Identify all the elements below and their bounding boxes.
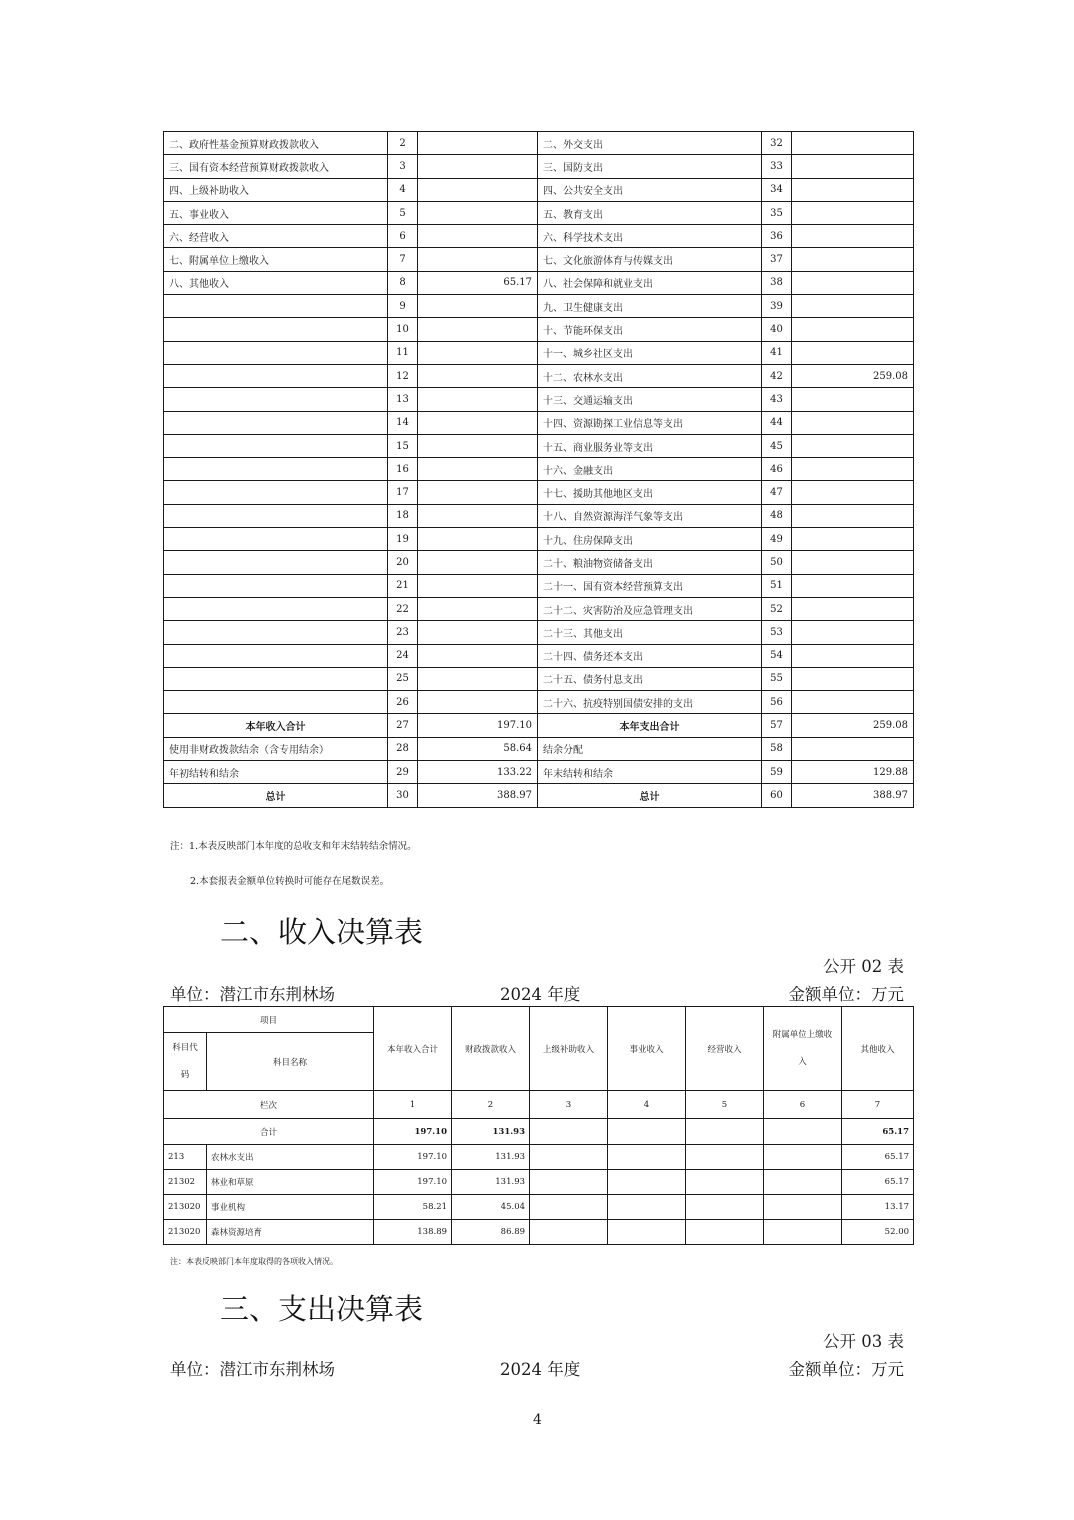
header-col-1: 本年收入合计 — [374, 1007, 452, 1091]
expenditure-line-no: 33 — [762, 155, 792, 178]
expenditure-value — [792, 225, 914, 248]
amount-cell — [530, 1195, 608, 1220]
amount-cell — [608, 1145, 686, 1170]
income-line-no: 25 — [388, 667, 418, 690]
income-line-no: 4 — [388, 178, 418, 201]
expenditure-line-no: 51 — [762, 574, 792, 597]
income-line-no: 11 — [388, 341, 418, 364]
income-value: 388.97 — [418, 784, 538, 807]
expenditure-value — [792, 574, 914, 597]
expenditure-value — [792, 434, 914, 457]
amount-cell: 58.21 — [374, 1195, 452, 1220]
income-value — [418, 481, 538, 504]
income-line-no: 2 — [388, 132, 418, 155]
expenditure-value — [792, 178, 914, 201]
income-label: 七、附属单位上缴收入 — [164, 248, 388, 271]
amount-cell — [764, 1220, 842, 1245]
expenditure-label: 十八、自然资源海洋气象等支出 — [538, 504, 762, 527]
amount-cell: 86.89 — [452, 1220, 530, 1245]
expenditure-label: 十七、援助其他地区支出 — [538, 481, 762, 504]
table-row — [164, 364, 914, 387]
section2-note: 注：本表反映部门本年度取得的各项收入情况。 — [170, 1257, 338, 1266]
expenditure-label: 二十一、国有资本经营预算支出 — [538, 574, 762, 597]
header-code: 科目代码 — [164, 1033, 207, 1091]
table-row — [164, 295, 914, 318]
income-label: 年初结转和结余 — [164, 761, 388, 784]
amount-cell — [764, 1195, 842, 1220]
income-line-no: 8 — [388, 271, 418, 294]
table-row — [164, 621, 914, 644]
expenditure-value: 259.08 — [792, 714, 914, 737]
amount-cell — [686, 1170, 764, 1195]
amount-cell: 197.10 — [374, 1145, 452, 1170]
expenditure-line-no: 38 — [762, 271, 792, 294]
expenditure-label: 二、外交支出 — [538, 132, 762, 155]
amount-cell: 65.17 — [842, 1145, 914, 1170]
amount-cell — [686, 1195, 764, 1220]
expenditure-line-no: 60 — [762, 784, 792, 807]
expenditure-value — [792, 248, 914, 271]
table-row — [164, 691, 914, 714]
income-value: 65.17 — [418, 271, 538, 294]
table-row — [164, 1170, 914, 1195]
total-value: 197.10 — [374, 1119, 452, 1145]
income-label — [164, 551, 388, 574]
income-line-no: 7 — [388, 248, 418, 271]
income-label — [164, 574, 388, 597]
income-value — [418, 225, 538, 248]
expenditure-line-no: 47 — [762, 481, 792, 504]
table-row — [164, 737, 914, 760]
income-line-no: 6 — [388, 225, 418, 248]
expenditure-label: 十六、金融支出 — [538, 458, 762, 481]
expenditure-label: 十三、交通运输支出 — [538, 388, 762, 411]
expenditure-value — [792, 458, 914, 481]
income-value — [418, 155, 538, 178]
total-row — [164, 1119, 914, 1145]
expenditure-line-no: 56 — [762, 691, 792, 714]
income-label: 三、国有资本经营预算财政拨款收入 — [164, 155, 388, 178]
expenditure-value — [792, 667, 914, 690]
income-expenditure-summary-table — [163, 131, 914, 808]
header-lanci: 栏次 — [164, 1091, 374, 1119]
income-label — [164, 644, 388, 667]
expenditure-label: 十二、农林水支出 — [538, 364, 762, 387]
income-statement-table — [163, 1006, 914, 1245]
expenditure-value: 259.08 — [792, 364, 914, 387]
expenditure-label: 七、文化旅游体育与传媒支出 — [538, 248, 762, 271]
amount-cell: 45.04 — [452, 1195, 530, 1220]
income-line-no: 5 — [388, 201, 418, 224]
expenditure-line-no: 54 — [762, 644, 792, 667]
income-line-no: 10 — [388, 318, 418, 341]
subject-code: 213020 — [164, 1220, 207, 1245]
table-row — [164, 714, 914, 737]
amount-cell — [530, 1145, 608, 1170]
income-label: 二、政府性基金预算财政拨款收入 — [164, 132, 388, 155]
expenditure-label: 二十三、其他支出 — [538, 621, 762, 644]
income-line-no: 27 — [388, 714, 418, 737]
income-line-no: 15 — [388, 434, 418, 457]
expenditure-line-no: 42 — [762, 364, 792, 387]
amount-cell: 197.10 — [374, 1170, 452, 1195]
table-row — [164, 155, 914, 178]
expenditure-value — [792, 318, 914, 341]
table-row — [164, 784, 914, 807]
expenditure-line-no: 53 — [762, 621, 792, 644]
col-num: 3 — [530, 1091, 608, 1119]
expenditure-value: 129.88 — [792, 761, 914, 784]
expenditure-line-no: 36 — [762, 225, 792, 248]
section3-unit: 单位：潜江市东荆林场 — [170, 1360, 335, 1379]
col-num: 6 — [764, 1091, 842, 1119]
expenditure-line-no: 40 — [762, 318, 792, 341]
income-value — [418, 644, 538, 667]
income-label: 使用非财政拨款结余（含专用结余） — [164, 737, 388, 760]
subject-name: 事业机构 — [207, 1195, 374, 1220]
expenditure-label: 二十六、抗疫特别国债安排的支出 — [538, 691, 762, 714]
expenditure-label: 二十四、债务还本支出 — [538, 644, 762, 667]
table-row — [164, 248, 914, 271]
col-num: 5 — [686, 1091, 764, 1119]
income-line-no: 9 — [388, 295, 418, 318]
header-col-3: 上级补助收入 — [530, 1007, 608, 1091]
expenditure-line-no: 41 — [762, 341, 792, 364]
section3-currency: 金额单位：万元 — [788, 1360, 904, 1379]
expenditure-value — [792, 132, 914, 155]
section2-currency: 金额单位：万元 — [788, 985, 904, 1004]
income-label: 八、其他收入 — [164, 271, 388, 294]
total-value — [686, 1119, 764, 1145]
table-row — [164, 574, 914, 597]
col-num: 2 — [452, 1091, 530, 1119]
expenditure-value — [792, 737, 914, 760]
expenditure-label: 十、节能环保支出 — [538, 318, 762, 341]
income-value — [418, 528, 538, 551]
income-value — [418, 504, 538, 527]
amount-cell: 13.17 — [842, 1195, 914, 1220]
amount-cell: 131.93 — [452, 1170, 530, 1195]
section3-table-no: 公开 03 表 — [823, 1332, 904, 1351]
income-line-no: 29 — [388, 761, 418, 784]
expenditure-label: 十一、城乡社区支出 — [538, 341, 762, 364]
income-label — [164, 364, 388, 387]
total-value: 65.17 — [842, 1119, 914, 1145]
income-label — [164, 621, 388, 644]
header-col-4: 事业收入 — [608, 1007, 686, 1091]
section3-title: 三、支出决算表 — [220, 1292, 424, 1326]
expenditure-value — [792, 551, 914, 574]
expenditure-label: 九、卫生健康支出 — [538, 295, 762, 318]
income-value — [418, 201, 538, 224]
expenditure-line-no: 43 — [762, 388, 792, 411]
expenditure-label: 三、国防支出 — [538, 155, 762, 178]
income-line-no: 13 — [388, 388, 418, 411]
amount-cell — [686, 1220, 764, 1245]
expenditure-label: 结余分配 — [538, 737, 762, 760]
expenditure-line-no: 32 — [762, 132, 792, 155]
expenditure-line-no: 49 — [762, 528, 792, 551]
subject-code: 21302 — [164, 1170, 207, 1195]
expenditure-line-no: 52 — [762, 597, 792, 620]
income-line-no: 18 — [388, 504, 418, 527]
income-label — [164, 691, 388, 714]
income-value — [418, 574, 538, 597]
expenditure-value: 388.97 — [792, 784, 914, 807]
income-line-no: 28 — [388, 737, 418, 760]
table-row — [164, 271, 914, 294]
amount-cell: 52.00 — [842, 1220, 914, 1245]
expenditure-line-no: 59 — [762, 761, 792, 784]
income-label: 六、经营收入 — [164, 225, 388, 248]
income-label: 总计 — [164, 784, 388, 807]
header-col-6: 附属单位上缴收入 — [764, 1007, 842, 1091]
income-label: 四、上级补助收入 — [164, 178, 388, 201]
income-line-no: 19 — [388, 528, 418, 551]
table-row — [164, 1195, 914, 1220]
table-row — [164, 528, 914, 551]
amount-cell — [764, 1145, 842, 1170]
expenditure-label: 八、社会保障和就业支出 — [538, 271, 762, 294]
expenditure-label: 十九、住房保障支出 — [538, 528, 762, 551]
section2-title: 二、收入决算表 — [220, 915, 424, 949]
income-line-no: 14 — [388, 411, 418, 434]
table-row — [164, 551, 914, 574]
income-value: 58.64 — [418, 737, 538, 760]
subject-name: 农林水支出 — [207, 1145, 374, 1170]
income-value — [418, 248, 538, 271]
expenditure-value — [792, 388, 914, 411]
amount-cell — [608, 1195, 686, 1220]
page-number: 4 — [533, 1412, 542, 1428]
section2-year: 2024 年度 — [500, 985, 581, 1004]
income-label: 五、事业收入 — [164, 201, 388, 224]
income-line-no: 20 — [388, 551, 418, 574]
income-line-no: 21 — [388, 574, 418, 597]
expenditure-line-no: 50 — [762, 551, 792, 574]
expenditure-line-no: 34 — [762, 178, 792, 201]
expenditure-label: 十四、资源勘探工业信息等支出 — [538, 411, 762, 434]
table-row — [164, 178, 914, 201]
expenditure-value — [792, 155, 914, 178]
expenditure-label: 四、公共安全支出 — [538, 178, 762, 201]
expenditure-value — [792, 411, 914, 434]
expenditure-line-no: 57 — [762, 714, 792, 737]
income-value — [418, 388, 538, 411]
income-value — [418, 458, 538, 481]
table-row — [164, 132, 914, 155]
subject-code: 213 — [164, 1145, 207, 1170]
expenditure-label: 总计 — [538, 784, 762, 807]
table-row — [164, 458, 914, 481]
income-line-no: 3 — [388, 155, 418, 178]
subject-name: 林业和草原 — [207, 1170, 374, 1195]
expenditure-value — [792, 295, 914, 318]
section2-table-no: 公开 02 表 — [823, 957, 904, 976]
income-label — [164, 434, 388, 457]
income-label — [164, 504, 388, 527]
expenditure-value — [792, 691, 914, 714]
income-label — [164, 318, 388, 341]
income-line-no: 24 — [388, 644, 418, 667]
header-item: 项目 — [164, 1007, 374, 1033]
table-row — [164, 667, 914, 690]
table-row — [164, 201, 914, 224]
income-value — [418, 551, 538, 574]
header-name: 科目名称 — [207, 1033, 374, 1091]
expenditure-line-no: 37 — [762, 248, 792, 271]
table1-note-2: 2.本套报表金额单位转换时可能存在尾数误差。 — [190, 876, 390, 887]
expenditure-value — [792, 271, 914, 294]
income-label — [164, 295, 388, 318]
income-label — [164, 597, 388, 620]
expenditure-value — [792, 201, 914, 224]
total-value — [530, 1119, 608, 1145]
amount-cell — [530, 1170, 608, 1195]
table-row — [164, 341, 914, 364]
table-row — [164, 481, 914, 504]
income-value — [418, 178, 538, 201]
income-value — [418, 132, 538, 155]
table-row — [164, 411, 914, 434]
expenditure-line-no: 55 — [762, 667, 792, 690]
expenditure-value — [792, 481, 914, 504]
income-label — [164, 341, 388, 364]
header-col-2: 财政拨款收入 — [452, 1007, 530, 1091]
header-col-7: 其他收入 — [842, 1007, 914, 1091]
income-label — [164, 388, 388, 411]
expenditure-value — [792, 341, 914, 364]
amount-cell — [608, 1220, 686, 1245]
income-value — [418, 411, 538, 434]
amount-cell — [608, 1170, 686, 1195]
expenditure-label: 二十、粮油物资储备支出 — [538, 551, 762, 574]
income-line-no: 22 — [388, 597, 418, 620]
expenditure-value — [792, 597, 914, 620]
income-value — [418, 667, 538, 690]
income-label — [164, 481, 388, 504]
table-row — [164, 225, 914, 248]
expenditure-value — [792, 644, 914, 667]
subject-code: 213020 — [164, 1195, 207, 1220]
expenditure-label: 五、教育支出 — [538, 201, 762, 224]
expenditure-line-no: 45 — [762, 434, 792, 457]
income-value — [418, 621, 538, 644]
expenditure-label: 年末结转和结余 — [538, 761, 762, 784]
expenditure-label: 六、科学技术支出 — [538, 225, 762, 248]
income-value — [418, 318, 538, 341]
expenditure-line-no: 44 — [762, 411, 792, 434]
expenditure-label: 十五、商业服务业等支出 — [538, 434, 762, 457]
expenditure-label: 本年支出合计 — [538, 714, 762, 737]
income-value — [418, 434, 538, 457]
income-label — [164, 667, 388, 690]
expenditure-label: 二十二、灾害防治及应急管理支出 — [538, 597, 762, 620]
expenditure-value — [792, 504, 914, 527]
table-row — [164, 761, 914, 784]
income-line-no: 17 — [388, 481, 418, 504]
section2-unit: 单位：潜江市东荆林场 — [170, 985, 335, 1004]
expenditure-line-no: 58 — [762, 737, 792, 760]
income-value — [418, 341, 538, 364]
income-value: 197.10 — [418, 714, 538, 737]
table-row — [164, 504, 914, 527]
income-label: 本年收入合计 — [164, 714, 388, 737]
expenditure-line-no: 39 — [762, 295, 792, 318]
income-line-no: 26 — [388, 691, 418, 714]
income-line-no: 23 — [388, 621, 418, 644]
section3-year: 2024 年度 — [500, 1360, 581, 1379]
total-value — [764, 1119, 842, 1145]
total-value: 131.93 — [452, 1119, 530, 1145]
income-value — [418, 691, 538, 714]
income-label — [164, 528, 388, 551]
amount-cell: 131.93 — [452, 1145, 530, 1170]
income-line-no: 30 — [388, 784, 418, 807]
amount-cell — [764, 1170, 842, 1195]
amount-cell: 138.89 — [374, 1220, 452, 1245]
expenditure-line-no: 48 — [762, 504, 792, 527]
col-num: 1 — [374, 1091, 452, 1119]
table-row — [164, 1220, 914, 1245]
total-label: 合计 — [164, 1119, 374, 1145]
table1-note-1: 注：1.本表反映部门本年度的总收支和年末结转结余情况。 — [170, 841, 417, 852]
income-value — [418, 597, 538, 620]
income-value — [418, 295, 538, 318]
table-row — [164, 434, 914, 457]
expenditure-line-no: 46 — [762, 458, 792, 481]
total-value — [608, 1119, 686, 1145]
col-num: 4 — [608, 1091, 686, 1119]
expenditure-label: 二十五、债务付息支出 — [538, 667, 762, 690]
income-line-no: 16 — [388, 458, 418, 481]
table-row — [164, 318, 914, 341]
col-num: 7 — [842, 1091, 914, 1119]
expenditure-value — [792, 621, 914, 644]
table-row — [164, 388, 914, 411]
income-line-no: 12 — [388, 364, 418, 387]
amount-cell: 65.17 — [842, 1170, 914, 1195]
income-value: 133.22 — [418, 761, 538, 784]
header-col-5: 经营收入 — [686, 1007, 764, 1091]
table-row — [164, 644, 914, 667]
income-label — [164, 458, 388, 481]
income-label — [164, 411, 388, 434]
subject-name: 森林资源培育 — [207, 1220, 374, 1245]
income-value — [418, 364, 538, 387]
expenditure-value — [792, 528, 914, 551]
amount-cell — [530, 1220, 608, 1245]
table-row — [164, 1145, 914, 1170]
expenditure-line-no: 35 — [762, 201, 792, 224]
table-row — [164, 597, 914, 620]
amount-cell — [686, 1145, 764, 1170]
